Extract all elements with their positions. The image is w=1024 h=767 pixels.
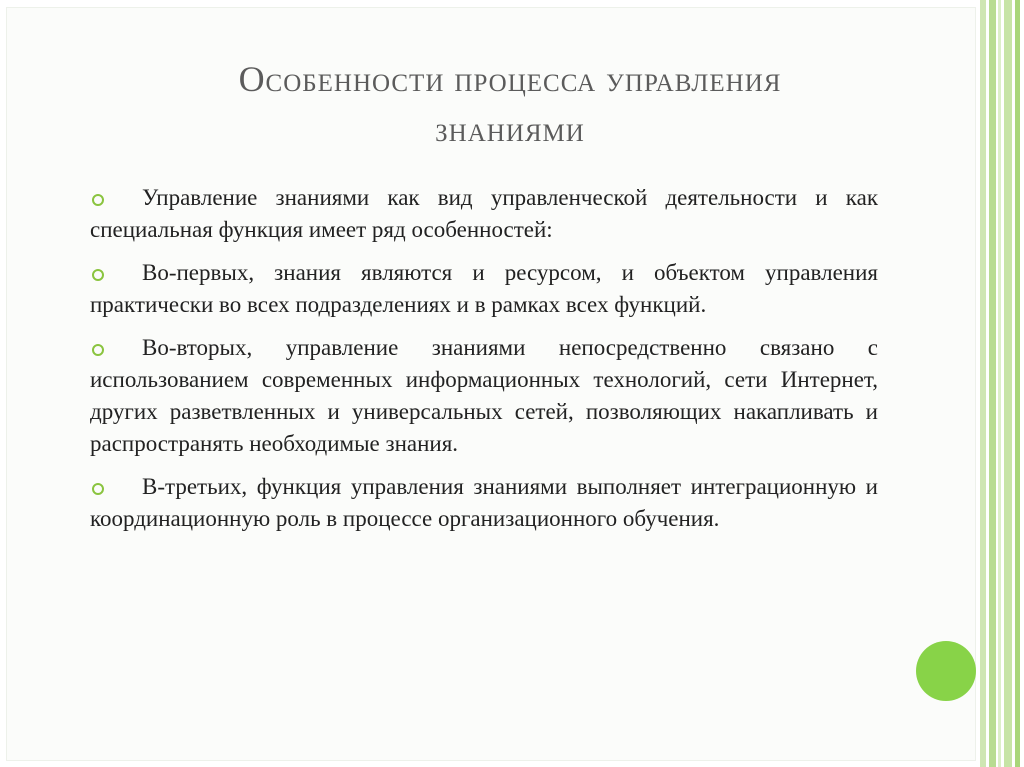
slide-title-line: знаниями [435, 109, 585, 149]
green-circle-icon [916, 641, 976, 701]
bullet-item [90, 257, 878, 321]
decorative-stripe [1004, 0, 1012, 767]
slide-title [70, 54, 950, 154]
decorative-stripe [980, 0, 986, 767]
ring-bullet-icon [92, 483, 104, 495]
bullet-text: Управление знаниями как вид управленческой деятельности и как специальная функция имеет ряд особенностей: [90, 185, 878, 242]
ring-bullet-icon [92, 344, 104, 356]
slide-title-line: Особенности процесса управления [238, 59, 782, 99]
bullet-text: В-третьих, функция управления знаниями выполняет интеграционную и координационную роль в процессе организационного обучения. [90, 474, 878, 531]
decorative-stripe [989, 0, 996, 767]
bullet-item [90, 332, 878, 460]
bullet-item [90, 182, 878, 246]
bullet-text: Во-вторых, управление знаниями непосредственно связано с использованием современных информационных технологий, сети Интернет, других разветвленных и универсальных сетей, позволяющих накапливать и распространять необходимые знания. [90, 335, 878, 456]
bullet-text: Во-первых, знания являются и ресурсом, и объектом управления практически во всех подразделениях и в рамках всех функций. [90, 260, 878, 317]
ring-bullet-icon [92, 194, 104, 206]
bullet-item [90, 471, 878, 535]
decorative-stripe [998, 0, 1001, 767]
decorative-stripe [1015, 0, 1020, 767]
ring-bullet-icon [92, 269, 104, 281]
bullet-list [90, 182, 878, 546]
